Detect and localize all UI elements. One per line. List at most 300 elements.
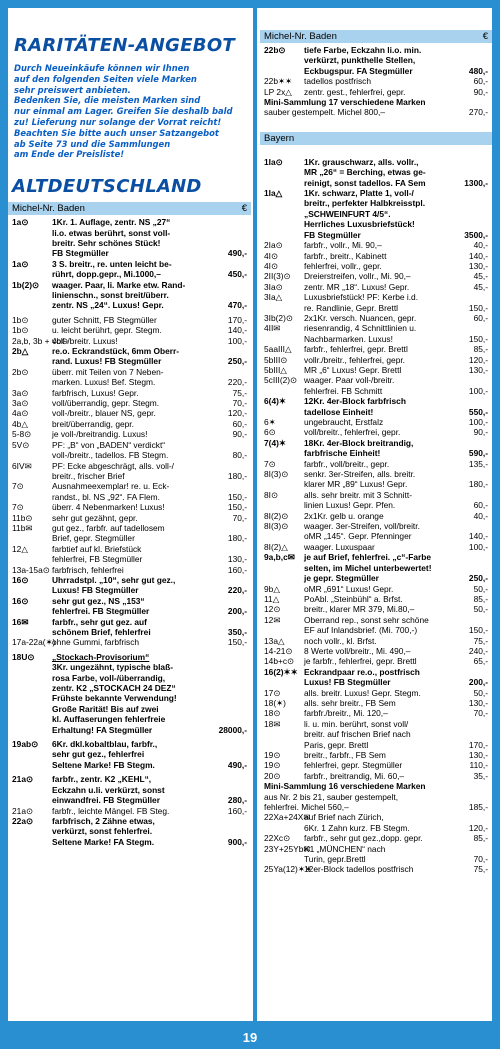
description-line: ungebraucht, Erstfalz bbox=[304, 417, 384, 427]
price: 85,- bbox=[473, 344, 488, 355]
description-line: fehlerfrei. FB Schmitt bbox=[304, 385, 383, 396]
column-header-label: Michel-Nr. Baden bbox=[264, 31, 337, 42]
catalog-number: 2b⊙ bbox=[12, 366, 29, 377]
catalog-number: 22b✶✶ bbox=[264, 76, 293, 87]
left-column bbox=[8, 8, 251, 1021]
catalog-number: 22Xc⊙ bbox=[264, 833, 291, 844]
entry-description bbox=[304, 323, 488, 344]
price: 45,- bbox=[473, 281, 488, 292]
description-line: 12er-Block tadellos postfrisch bbox=[304, 864, 414, 875]
price: 100,- bbox=[468, 417, 488, 427]
entry-description bbox=[52, 217, 247, 259]
description-line: fehlerfrei. Michel 560,– bbox=[264, 802, 349, 813]
entry-description bbox=[304, 750, 488, 760]
stamp-entry bbox=[264, 760, 488, 770]
price: 250,- bbox=[468, 573, 488, 584]
entry-description bbox=[52, 481, 247, 502]
stamp-entry bbox=[264, 261, 488, 271]
catalog-number: 8I⊙ bbox=[264, 489, 279, 500]
catalog-number: 14-21⊙ bbox=[264, 645, 293, 656]
price: 90,- bbox=[232, 429, 247, 440]
price: 250,- bbox=[227, 356, 247, 367]
right-baden-list bbox=[260, 43, 492, 118]
description-line: Herrliches Luxusbriefstück! bbox=[304, 219, 415, 230]
entry-description bbox=[52, 315, 247, 325]
entry-description bbox=[52, 408, 247, 418]
entry-description bbox=[52, 280, 247, 311]
catalog-number: 13a△ bbox=[264, 635, 285, 646]
entry-description bbox=[304, 656, 488, 666]
description-line: li. u. min. berührt, sonst voll/ bbox=[304, 718, 409, 729]
entry-description bbox=[304, 459, 488, 469]
description-line: je farbfr., fehlerfrei, gepr. Brettl bbox=[304, 656, 417, 667]
stamp-entry bbox=[12, 259, 247, 280]
stamp-entry bbox=[264, 365, 488, 375]
description-line: Brief, gepr. Stegmüller bbox=[52, 533, 135, 544]
entry-description bbox=[304, 355, 488, 365]
price: 180,- bbox=[227, 533, 247, 544]
description-line: EF auf Inlandsbrief. (Mi. 700,-) bbox=[304, 625, 418, 636]
entry-description bbox=[52, 652, 247, 735]
stamp-entry bbox=[264, 698, 488, 708]
catalog-number: 16⊙ bbox=[12, 595, 29, 606]
section-title-altdeutschland: ALTDEUTSCHLAND bbox=[12, 176, 202, 198]
catalog-number: 4b△ bbox=[12, 418, 28, 429]
description-line: noch vollr., kl. Brfst. bbox=[304, 635, 377, 646]
description-line: zentr. K2 „STOCKACH 24 DEZ“ bbox=[52, 683, 176, 694]
entry-description bbox=[52, 596, 247, 617]
intro-line: nur einmal am Lager. Greifen Sie deshalb bald bbox=[14, 106, 233, 117]
price: 50,- bbox=[473, 687, 488, 698]
catalog-number: 2a,b, 3b + 4b⊙ bbox=[12, 335, 69, 346]
description-line: PF: Ecke abgeschrägt, alls. voll-/ bbox=[52, 460, 174, 471]
price: 550,- bbox=[468, 406, 488, 417]
description-line: Dreierstreifen, vollr., Mi. 90,– bbox=[304, 271, 411, 282]
stamp-entry bbox=[264, 542, 488, 552]
catalog-number: 7⊙ bbox=[12, 502, 24, 513]
stamp-entry bbox=[12, 346, 247, 367]
entry-description bbox=[304, 365, 488, 375]
description-line: waager. 3er-Streifen, voll/breitr. bbox=[304, 521, 420, 532]
entry-description bbox=[304, 427, 488, 437]
description-line: breitr. Sehr schönes Stück! bbox=[52, 237, 161, 248]
catalog-number: 22a⊙ bbox=[12, 815, 33, 826]
description-line: farbfr., fehlerfrei, gepr. Brettl bbox=[304, 344, 408, 355]
description-line: fehlerfrei, FB Stegmüller bbox=[52, 554, 143, 565]
price: 150,- bbox=[227, 502, 247, 513]
entry-description bbox=[304, 45, 488, 76]
description-line: „Stockach-Provisorium“ bbox=[52, 651, 150, 662]
stamp-entry bbox=[264, 396, 488, 417]
description-line: je gepr. Stegmüller bbox=[304, 573, 379, 584]
catalog-number: 4I⊙ bbox=[264, 260, 279, 271]
price: 180,- bbox=[468, 479, 488, 490]
price: 180,- bbox=[227, 470, 247, 481]
price: 220,- bbox=[227, 585, 247, 596]
description-line: „SCHWEINFURT 4/5“. bbox=[304, 208, 391, 219]
stamp-entry bbox=[12, 336, 247, 346]
catalog-number: 9b△ bbox=[264, 583, 280, 594]
description-line: Oberrand rep., sonst sehr schöne bbox=[304, 614, 429, 625]
entry-description bbox=[52, 637, 247, 647]
stamp-entry bbox=[12, 565, 247, 575]
description-line: Seltene Marke! FA Stegm. bbox=[52, 836, 155, 847]
entry-description bbox=[304, 667, 488, 688]
catalog-number: 2Ia⊙ bbox=[264, 240, 283, 251]
catalog-number: 23Y+25Yb✉ bbox=[264, 843, 311, 854]
right-bayern-list bbox=[260, 145, 492, 875]
price: 3500,- bbox=[464, 229, 488, 240]
description-line: farbfr., vollr., Mi. 90,– bbox=[304, 240, 382, 251]
description-line: waager. Paar, li. Marke etw. Rand- bbox=[52, 279, 186, 290]
stamp-entry bbox=[264, 375, 488, 396]
catalog-number: 11b✉ bbox=[12, 522, 33, 533]
description-line: K1 „MÜNCHEN“ nach bbox=[304, 843, 386, 854]
catalog-number: 2II(3)⊙ bbox=[264, 271, 291, 282]
entry-description bbox=[304, 812, 488, 833]
description-line: voll-/breitr., tadellos. FB Stegm. bbox=[52, 450, 169, 461]
entry-description bbox=[304, 282, 488, 292]
entry-description bbox=[304, 490, 488, 511]
catalog-number: 16(2)✶✶ bbox=[264, 666, 298, 677]
price: 75,- bbox=[473, 635, 488, 646]
catalog-number: 18⊙ bbox=[264, 708, 281, 719]
description-line: breitr. auf frischen Brief nach bbox=[304, 729, 411, 740]
stamp-entry bbox=[264, 490, 488, 511]
stamp-entry bbox=[12, 481, 247, 502]
price: 70,- bbox=[473, 854, 488, 865]
catalog-number: 1a⊙ bbox=[12, 258, 29, 269]
intro-line: Bedenken Sie, die meisten Marken sind bbox=[14, 95, 201, 106]
description-line: breitr., perfekter Halbkreisstpl. bbox=[304, 198, 426, 209]
description-line: FB Stegmüller bbox=[52, 248, 109, 259]
price: 50,- bbox=[473, 604, 488, 615]
description-line: zentr. MR „18“. Luxus! Gepr. bbox=[304, 281, 410, 292]
description-line: re.o. Eckrandstück, 6mm Oberr- bbox=[52, 346, 180, 357]
description-line: Ausnahmeexemplar! re. u. Eck- bbox=[52, 481, 170, 492]
entry-description bbox=[304, 396, 488, 417]
description-line: re. Randlinie, Gepr. Brettl bbox=[304, 302, 399, 313]
stamp-entry bbox=[264, 87, 488, 97]
description-line: Erhaltung! FA Stegmüller bbox=[52, 724, 153, 735]
entry-description bbox=[304, 584, 488, 594]
stamp-entry bbox=[264, 594, 488, 604]
entry-description bbox=[52, 429, 247, 439]
description-line: tadellos postfrisch bbox=[304, 76, 372, 87]
entry-description bbox=[304, 760, 488, 770]
price: 470,- bbox=[227, 300, 247, 311]
description-line: Luxusbriefstück! PF: Kerbe i.d. bbox=[304, 292, 419, 303]
stamp-entry bbox=[264, 292, 488, 313]
entry-description bbox=[304, 708, 488, 718]
catalog-number: 1b(2)⊙ bbox=[12, 279, 40, 290]
description-line: breitr., frischer Brief bbox=[52, 470, 125, 481]
description-line: fehlerfrei, gepr. Stegmüller bbox=[304, 760, 403, 771]
entry-description bbox=[304, 646, 488, 656]
description-line: 6Kr. 1 Zahn kurz. FB Stegm. bbox=[304, 822, 410, 833]
entry-description bbox=[264, 781, 488, 812]
description-line: PF: „B“ von „BADEN“ verdickt“ bbox=[52, 439, 166, 450]
catalog-number: LP 2x△ bbox=[264, 86, 292, 97]
catalog-number: 1b⊙ bbox=[12, 314, 29, 325]
description-line: kl. Auffaserungen fehlerfreie bbox=[52, 714, 166, 725]
description-line: selten, im Michel unterbewertet! bbox=[304, 562, 432, 573]
stamp-entry bbox=[264, 656, 488, 666]
price: 28000,- bbox=[218, 724, 247, 735]
catalog-number: 6✶ bbox=[264, 417, 276, 427]
column-header-label: Michel-Nr. Baden bbox=[12, 203, 85, 215]
catalog-number: 17⊙ bbox=[264, 687, 281, 698]
price: 490,- bbox=[227, 759, 247, 770]
description-line: Mini-Sammlung 17 verschiedene Marken bbox=[264, 97, 426, 108]
price: 480,- bbox=[468, 65, 488, 76]
entry-description bbox=[304, 292, 488, 313]
entry-description bbox=[52, 774, 247, 805]
description-line: farbfr., breitrandig, Mi. 60,– bbox=[304, 770, 405, 781]
price: 490,- bbox=[227, 248, 247, 259]
description-line: linienschn., sonst breit/überr. bbox=[52, 290, 169, 301]
entry-description bbox=[304, 240, 488, 250]
description-line: linien Luxus! Gepr. Pfen. bbox=[304, 500, 396, 511]
column-header-currency: € bbox=[241, 203, 247, 215]
right-column-header bbox=[260, 30, 492, 43]
price: 150,- bbox=[227, 491, 247, 502]
stamp-entry bbox=[264, 584, 488, 594]
stamp-entry bbox=[264, 646, 488, 656]
price: 110,- bbox=[469, 760, 488, 771]
price: 120,- bbox=[468, 354, 488, 365]
intro-line: Durch Neueinkäufe können wir Ihnen bbox=[14, 63, 190, 73]
right-column bbox=[260, 8, 492, 1021]
catalog-number: 13a-15a⊙ bbox=[12, 564, 50, 575]
price: 60,- bbox=[473, 312, 488, 323]
entry-description bbox=[52, 325, 247, 335]
stamp-entry bbox=[12, 408, 247, 418]
entry-description bbox=[52, 739, 247, 770]
price: 70,- bbox=[232, 398, 247, 409]
price: 200,- bbox=[227, 606, 247, 617]
description-line: verkürzt, punkthelle Stellen, bbox=[304, 55, 416, 66]
stamp-entry bbox=[264, 76, 488, 86]
price: 200,- bbox=[468, 677, 488, 688]
mini-collection-entry bbox=[264, 781, 488, 812]
price: 185,- bbox=[468, 802, 488, 813]
price: 45,- bbox=[473, 271, 488, 282]
description-line: sauber gestempelt. Michel 800,– bbox=[264, 107, 386, 118]
stamp-entry bbox=[12, 419, 247, 429]
entry-description bbox=[52, 523, 247, 544]
catalog-number: 14b+c⊙ bbox=[264, 656, 295, 667]
description-line: MR „6“ Luxus! Gepr. Brettl bbox=[304, 364, 402, 375]
catalog-number: 11b⊙ bbox=[12, 512, 33, 523]
entry-description bbox=[52, 398, 247, 408]
description-line: verkürzt, sonst fehlerfrei. bbox=[52, 826, 153, 837]
catalog-number: 6(4)✶ bbox=[264, 396, 286, 407]
entry-description bbox=[304, 604, 488, 614]
price: 85,- bbox=[473, 833, 488, 844]
description-line: guter Schnitt, FB Stegmüller bbox=[52, 314, 157, 325]
intro-line: sehr preiswert anbieten. bbox=[14, 84, 131, 95]
price: 90,- bbox=[473, 86, 488, 97]
catalog-number: 5V⊙ bbox=[12, 439, 30, 450]
catalog-number: 25Ya(12)✶✶ bbox=[264, 864, 312, 875]
price: 170,- bbox=[468, 739, 488, 750]
description-line: farbfr., sehr gut gez.,dopp. gepr. bbox=[304, 833, 423, 844]
entry-description bbox=[304, 344, 488, 354]
price: 160,- bbox=[227, 564, 247, 575]
catalog-number: 7⊙ bbox=[12, 481, 24, 492]
entry-description bbox=[304, 417, 488, 427]
intro-line: auf den folgenden Seiten viele Marken bbox=[14, 73, 197, 84]
stamp-entry bbox=[264, 157, 488, 188]
price: 170,- bbox=[227, 314, 247, 325]
price: 90,- bbox=[473, 427, 488, 438]
description-line: rosa Farbe, voll-/überrandig, bbox=[52, 672, 166, 683]
column-divider bbox=[253, 8, 257, 1021]
page-number: 19 bbox=[242, 1030, 258, 1045]
catalog-number: 16✉ bbox=[12, 616, 29, 627]
entry-description bbox=[52, 816, 247, 847]
stamp-entry bbox=[264, 521, 488, 542]
stamp-entry bbox=[12, 575, 247, 596]
entry-description bbox=[52, 565, 247, 575]
stamp-entry bbox=[264, 188, 488, 240]
price: 120,- bbox=[468, 822, 488, 833]
catalog-number: 19⊙ bbox=[264, 750, 281, 760]
description-line: sehr gut gez., NS „153“ bbox=[52, 595, 145, 606]
description-line: 12Kr. 4er-Block farbfrisch bbox=[304, 396, 406, 407]
price: 160,- bbox=[227, 805, 247, 816]
price: 140,- bbox=[227, 325, 247, 336]
stamp-entry bbox=[264, 271, 488, 281]
entry-description bbox=[304, 688, 488, 698]
price: 240,- bbox=[468, 645, 488, 656]
catalog-number: 18U⊙ bbox=[12, 651, 35, 662]
entry-description bbox=[304, 542, 488, 552]
description-line: überr. 4 Nebenmarken! Luxus! bbox=[52, 502, 165, 513]
stamp-entry bbox=[12, 544, 247, 565]
entry-description bbox=[304, 271, 488, 281]
description-line: einwandfrei. FB Stegmüller bbox=[52, 795, 160, 806]
price: 40,- bbox=[473, 510, 488, 521]
catalog-number: 8I(2)⊙ bbox=[264, 510, 289, 521]
description-line: zentr. NS „24“. Luxus! Gepr. bbox=[52, 300, 164, 311]
entry-description bbox=[52, 346, 247, 367]
entry-description bbox=[304, 251, 488, 261]
price: 70,- bbox=[232, 512, 247, 523]
stamp-entry bbox=[12, 806, 247, 816]
entry-description bbox=[304, 157, 488, 188]
price: 130,- bbox=[468, 697, 488, 708]
catalog-number: 22b⊙ bbox=[264, 45, 286, 55]
bayern-header-label: Bayern bbox=[264, 132, 295, 144]
description-line: PoAbl. „Steinbühl“ a. Brfst. bbox=[304, 593, 403, 604]
description-line: Frühste bekannte Verwendung! bbox=[52, 693, 177, 704]
description-line: 2x1Kr. versch. Nuancen, gepr. bbox=[304, 312, 417, 323]
price: 70,- bbox=[473, 708, 488, 719]
description-line: voll/überrandig, gepr. Stegm. bbox=[52, 398, 160, 409]
price: 120,- bbox=[227, 408, 247, 419]
description-line: farbfrische Einheit! bbox=[304, 448, 381, 459]
stamp-entry bbox=[12, 523, 247, 544]
price: 65,- bbox=[473, 656, 488, 667]
entry-description bbox=[304, 615, 488, 636]
catalog-number: 4a⊙ bbox=[12, 408, 29, 419]
price: 85,- bbox=[473, 593, 488, 604]
description-line: 1Kr. schwarz, Platte 1, voll-/ bbox=[304, 188, 414, 199]
entry-description bbox=[52, 419, 247, 429]
catalog-number: 4I⊙ bbox=[264, 250, 279, 261]
stamp-entry bbox=[264, 864, 488, 874]
description-line: Eckbugspur. FA Stegmüller bbox=[304, 65, 413, 76]
entry-description bbox=[304, 594, 488, 604]
price: 100,- bbox=[468, 541, 488, 552]
stamp-entry bbox=[264, 833, 488, 843]
stamp-entry bbox=[264, 438, 488, 459]
entry-description bbox=[304, 188, 488, 240]
price: 350,- bbox=[227, 627, 247, 638]
description-line: farbfrisch, Luxus! Gepr. bbox=[52, 387, 139, 398]
entry-description bbox=[304, 552, 488, 583]
price: 50,- bbox=[473, 583, 488, 594]
stamp-entry bbox=[12, 325, 247, 335]
entry-description bbox=[264, 97, 488, 118]
description-line: breitr., farbfr., FB Sem bbox=[304, 750, 386, 760]
stamp-entry bbox=[264, 427, 488, 437]
entry-description bbox=[52, 575, 247, 596]
price: 150,- bbox=[468, 302, 488, 313]
description-line: farbtief auf kl. Briefstück bbox=[52, 543, 142, 554]
description-line: schönem Brief, fehlerfrei bbox=[52, 627, 151, 638]
intro-line: zu! Lieferung nur solange der Vorrat reicht! bbox=[14, 116, 222, 127]
description-line: alls. breitr. Luxus! Gepr. Stegm. bbox=[304, 687, 421, 698]
price: 140,- bbox=[468, 250, 488, 261]
stamp-entry bbox=[12, 502, 247, 512]
price: 140,- bbox=[468, 531, 488, 542]
description-line: voll-/breitr., blauer NS, gepr. bbox=[52, 408, 156, 419]
description-line: 3Kr. ungezähnt, typische blaß- bbox=[52, 662, 173, 673]
price: 130,- bbox=[468, 260, 488, 271]
stamp-entry bbox=[12, 617, 247, 638]
description-line: Luxus! FB Stegmüller bbox=[52, 585, 139, 596]
stamp-entry bbox=[12, 652, 247, 735]
price: 150,- bbox=[468, 625, 488, 636]
price: 80,- bbox=[232, 450, 247, 461]
catalog-number: 1a⊙ bbox=[12, 217, 29, 228]
entry-description bbox=[52, 461, 247, 482]
entry-description bbox=[304, 511, 488, 521]
stamp-entry bbox=[12, 637, 247, 647]
stamp-entry bbox=[12, 739, 247, 770]
description-line: Turin, gepr.Brettl bbox=[304, 854, 366, 865]
price: 75,- bbox=[232, 387, 247, 398]
description-line: 6Kr. dkl.kobaltblau, farbfr., bbox=[52, 739, 158, 750]
price: 130,- bbox=[468, 364, 488, 375]
catalog-number: 21a⊙ bbox=[12, 774, 33, 785]
entry-description bbox=[304, 76, 488, 86]
description-line: u. leicht berührt, gepr. Stegm. bbox=[52, 325, 162, 336]
entry-description bbox=[304, 771, 488, 781]
entry-description bbox=[304, 844, 488, 865]
entry-description bbox=[52, 806, 247, 816]
entry-description bbox=[52, 388, 247, 398]
stamp-entry bbox=[12, 461, 247, 482]
stamp-entry bbox=[12, 217, 247, 259]
stamp-entry bbox=[264, 313, 488, 323]
stamp-entry bbox=[264, 750, 488, 760]
intro-line: Beachten Sie bitte auch unser Satzangebot bbox=[14, 127, 219, 138]
stamp-entry bbox=[12, 774, 247, 805]
